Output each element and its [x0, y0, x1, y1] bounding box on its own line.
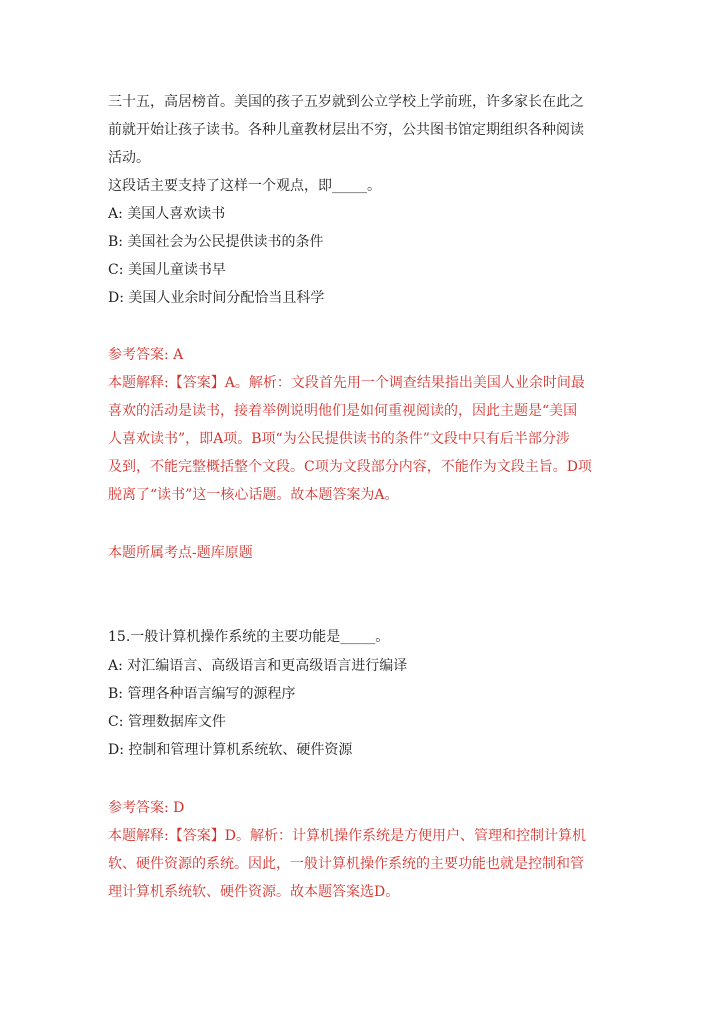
option-c: C: 管理数据库文件	[108, 714, 226, 730]
answer-label: 参考答案: D	[108, 800, 185, 816]
question-14-stem	[108, 88, 608, 172]
stem-line: 三十五，高居榜首。美国的孩子五岁就到公立学校上学前班，许多家长在此之	[108, 94, 584, 110]
question-14-source	[108, 539, 608, 567]
explanation-line: 及到，不能完整概括整个文段。C项为文段部分内容，不能作为文段主旨。D项	[108, 459, 592, 475]
option-b: B: 管理各种语言编写的源程序	[108, 686, 296, 702]
option-b: B: 美国社会为公民提供读书的条件	[108, 234, 324, 250]
explanation-line: 本题解释:【答案】D。解析：计算机操作系统是方便用户、管理和控制计算机	[108, 828, 586, 844]
stem-line: 活动。	[108, 150, 150, 166]
question-15-answer	[108, 794, 608, 822]
option-a: A: 美国人喜欢读书	[108, 206, 226, 222]
explanation-line: 本题解释:【答案】A。解析：文段首先用一个调查结果指出美国人业余时间最	[108, 375, 585, 391]
question-14-prompt	[108, 172, 608, 200]
source-label: 本题所属考点-题库原题	[108, 545, 253, 561]
question-14-explanation	[108, 369, 608, 509]
question-14-options	[108, 200, 608, 312]
option-a: A: 对汇编语言、高级语言和更高级语言进行编译	[108, 658, 408, 674]
explanation-line: 理计算机系统软、硬件资源。故本题答案选D。	[108, 884, 400, 900]
explanation-line: 软、硬件资源的系统。因此，一般计算机操作系统的主要功能也就是控制和管	[108, 856, 584, 872]
question-text: 15.一般计算机操作系统的主要功能是_____。	[108, 629, 390, 645]
option-d: D: 美国人业余时间分配恰当且科学	[108, 290, 325, 306]
explanation-line: 喜欢的活动是读书，接着举例说明他们是如何重视阅读的，因此主题是“美国	[108, 403, 578, 419]
explanation-line: 人喜欢读书”，即A项。B项“为公民提供读书的条件”文段中只有后半部分涉	[108, 431, 570, 447]
question-15-options	[108, 652, 608, 764]
question-text: 这段话主要支持了这样一个观点，即_____。	[108, 178, 381, 194]
explanation-line: 脱离了“读书”这一核心话题。故本题答案为A。	[108, 487, 399, 503]
stem-line: 前就开始让孩子读书。各种儿童教材层出不穷，公共图书馆定期组织各种阅读	[108, 122, 584, 138]
option-d: D: 控制和管理计算机系统软、硬件资源	[108, 742, 353, 758]
answer-label: 参考答案: A	[108, 347, 184, 363]
question-15-explanation	[108, 822, 608, 906]
question-15-prompt	[108, 623, 608, 651]
option-c: C: 美国儿童读书早	[108, 262, 226, 278]
question-14-answer	[108, 341, 608, 369]
